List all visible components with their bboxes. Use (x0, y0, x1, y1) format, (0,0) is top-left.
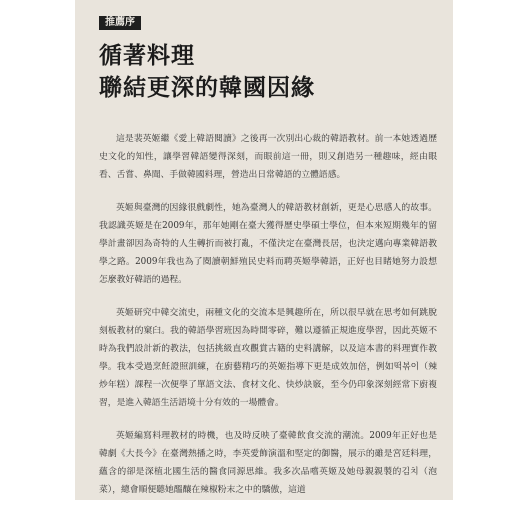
page-title-line-2: 聯結更深的韓國因緣 (99, 74, 315, 101)
paragraph: 英姬研究中韓交流史，兩種文化的交流本是興趣所在，所以很早就在思考如何跳脫刻板教材的窠臼。我的韓語學習班因為時間零碎，難以遵循正規進度學習，因此英姬不時為我們設計新的教法，包括挑級直攻觀賞古籍的史料講解，以及這本書的料理實作教學。我本受過烹飪證照訓練，在廚藝精巧的英姬指導下更是成效加倍，例如떡볶이（辣炒年糕）課程一次便學了單語文法、食材文化、快炒訣竅，至今仍印象深刻經常下廚複習，是進入韓語生活語境十分有效的一場體會。 (99, 308, 437, 408)
paragraph: 英姬編寫料理教材的時機，也及時反映了臺韓飲食交流的潮流。2009年正好也是韓劇《大長今》在臺灣熱播之時，李英愛飾演溫和堅定的御醫，展示的雖是宮廷料理，蘊含的卻是深植北國生活的醫食同源思維。我多次品嚐英姬及她母親親製的김치（泡菜），總會順便聽她醞釀在辣椒粉末之中的驕傲，這道 (99, 431, 437, 495)
paragraph: 英姬與臺灣的因緣很戲劇性，她為臺灣人的韓語教材創新，更是心思感人的故事。我認識英姬是在2009年，那年她剛在臺大獲得歷史學碩士學位，但本來短期幾年的留學計畫卻因為奇特的人生轉折而被打亂，不僅決定在臺灣長居，也決定邁向專業韓語教學之路。2009年我也為了閱讀朝鮮殖民史料而聘英姬學韓語，正好也目睹她努力設想怎麼教好韓語的過程。 (99, 203, 437, 285)
section-tag: 推薦序 (99, 16, 141, 30)
paragraph: 這是裴英姬繼《愛上韓語閱讀》之後再一次別出心裁的韓語教材。前一本她透過歷史文化的知性，讓學習韓語變得深刻，而眼前這一冊，則又創造另一種趣味，經由眼看、舌嘗、鼻聞、手做韓國料理，營造出日常韓語的立體語感。 (99, 134, 437, 180)
page-title-line-1: 循著料理 (99, 42, 195, 69)
body-text (99, 130, 437, 514)
book-page (75, 0, 453, 500)
